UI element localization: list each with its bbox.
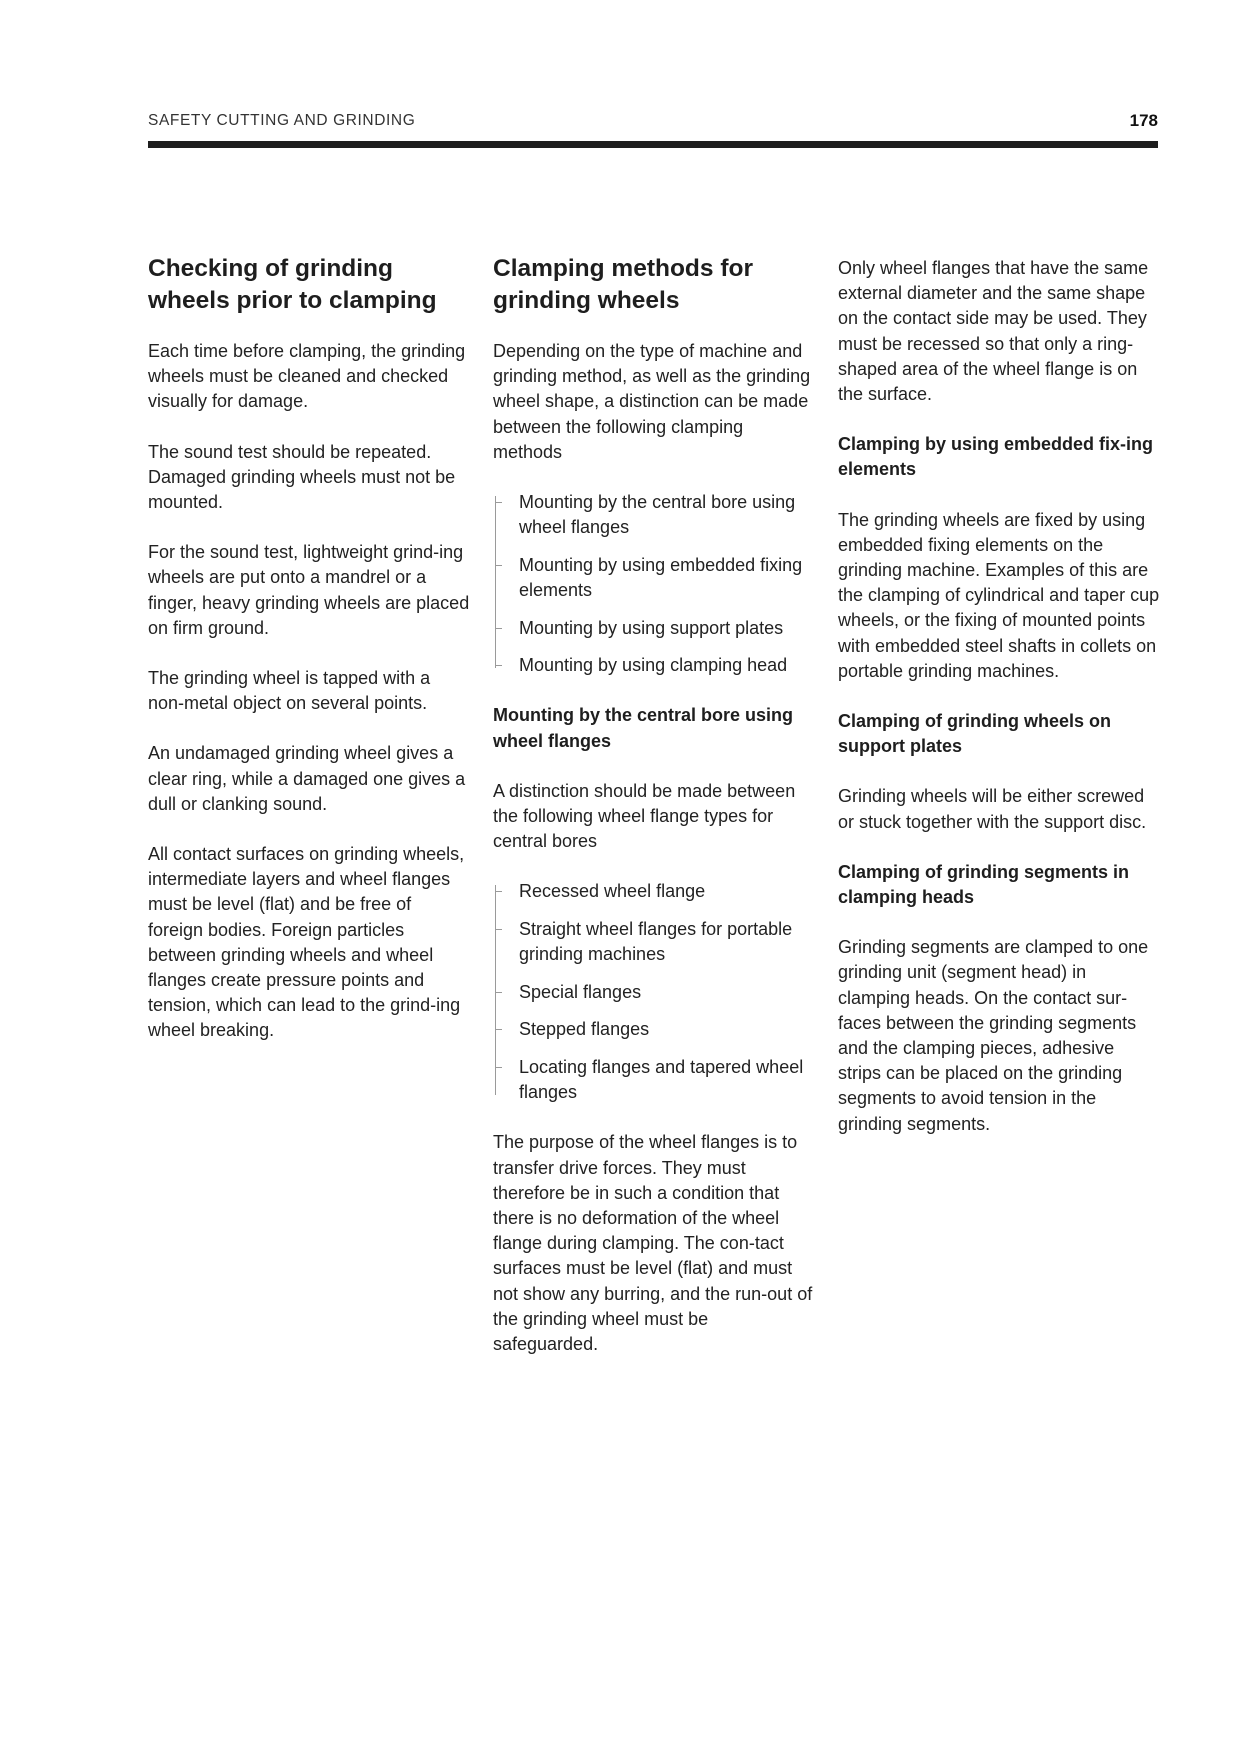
subheading-central-bore: Mounting by the central bore using wheel flanges	[493, 705, 794, 751]
column-checking	[148, 253, 470, 1069]
paragraph: For the sound test, lightweight grind-ing wheels are put onto a mandrel or a finger, heavy grinding wheels are placed on firm ground.	[148, 542, 470, 638]
paragraph: Grinding wheels will be either screwed or stuck together with the support disc.	[838, 786, 1147, 832]
paragraph: The grinding wheels are fixed by using embedded fixing elements on the grinding machine. Examples of this are the clamping of cylindrical and taper cup wheels, or the fixing of mounted points with embedded steel shafts in collets on portable grinding machines.	[838, 509, 1160, 681]
paragraph: Grinding segments are clamped to one grinding unit (segment head) in clamping heads. On the contact sur-faces between the grinding segments and the clamping pieces, adhesive strips can be placed on the grinding segments to avoid tension in the grinding segments.	[838, 937, 1149, 1134]
paragraph: Only wheel flanges that have the same external diameter and the same shape on the contact side may be used. They must be recessed so that only a ring-shaped area of the wheel flange is on the surface.	[838, 258, 1149, 405]
paragraph: Each time before clamping, the grinding wheels must be cleaned and checked visually for damage.	[148, 341, 466, 412]
running-head	[148, 112, 1158, 136]
list-item: Stepped flanges	[519, 1017, 815, 1042]
paragraph: Depending on the type of machine and grinding method, as well as the grinding wheel shape, a distinction can be made between the following clamping methods	[493, 341, 811, 462]
subheading-embedded: Clamping by using embedded fix-ing elements	[838, 434, 1154, 480]
list-item: Special flanges	[519, 980, 815, 1005]
column-other-clamping	[838, 256, 1160, 1162]
paragraph: A distinction should be made between the following wheel flange types for central bores	[493, 780, 796, 852]
heading-clamping-methods: Clamping methods for grinding wheels	[493, 255, 753, 314]
page-number: 178	[1129, 111, 1158, 130]
subheading-clamping-heads: Clamping of grinding segments in clamping heads	[838, 861, 1130, 908]
flange-types-list	[493, 879, 815, 1105]
subheading-support-plates: Clamping of grinding wheels on support plates	[838, 711, 1111, 757]
list-item: Straight wheel flanges for portable grinding machines	[519, 917, 815, 967]
paragraph: An undamaged grinding wheel gives a clear ring, while a damaged one gives a dull or clanking sound.	[148, 743, 466, 814]
list-item: Mounting by using embedded fixing elements	[519, 553, 815, 603]
header-rule	[148, 141, 1158, 148]
section-label: SAFETY CUTTING AND GRINDING	[148, 112, 416, 129]
paragraph: All contact surfaces on grinding wheels, intermediate layers and wheel flanges must be level (flat) and be free of foreign bodies. Foreign particles between grinding wheels and wheel flanges create pressure points and tension, which can lead to the grind-ing wheel breaking.	[148, 844, 465, 1041]
list-item: Mounting by using clamping head	[519, 653, 815, 678]
list-item: Mounting by using support plates	[519, 616, 815, 641]
paragraph: The purpose of the wheel flanges is to transfer drive forces. They must therefore be in such a condition that there is no deformation of the wheel flange during clamping. The con-tact surfaces must be level (flat) and must not show any burring, and the run-out of the grinding wheel must be safeguarded.	[493, 1132, 813, 1355]
heading-checking: Checking of grinding wheels prior to clamping	[148, 255, 437, 314]
column-clamping-methods	[493, 253, 815, 1382]
list-item: Mounting by the central bore using wheel flanges	[519, 490, 815, 540]
paragraph: The grinding wheel is tapped with a non-metal object on several points.	[148, 668, 431, 714]
paragraph: The sound test should be repeated. Damaged grinding wheels must not be mounted.	[148, 441, 456, 513]
list-item: Locating flanges and tapered wheel flanges	[519, 1055, 815, 1105]
list-item: Recessed wheel flange	[519, 879, 815, 904]
clamping-methods-list	[493, 490, 815, 678]
